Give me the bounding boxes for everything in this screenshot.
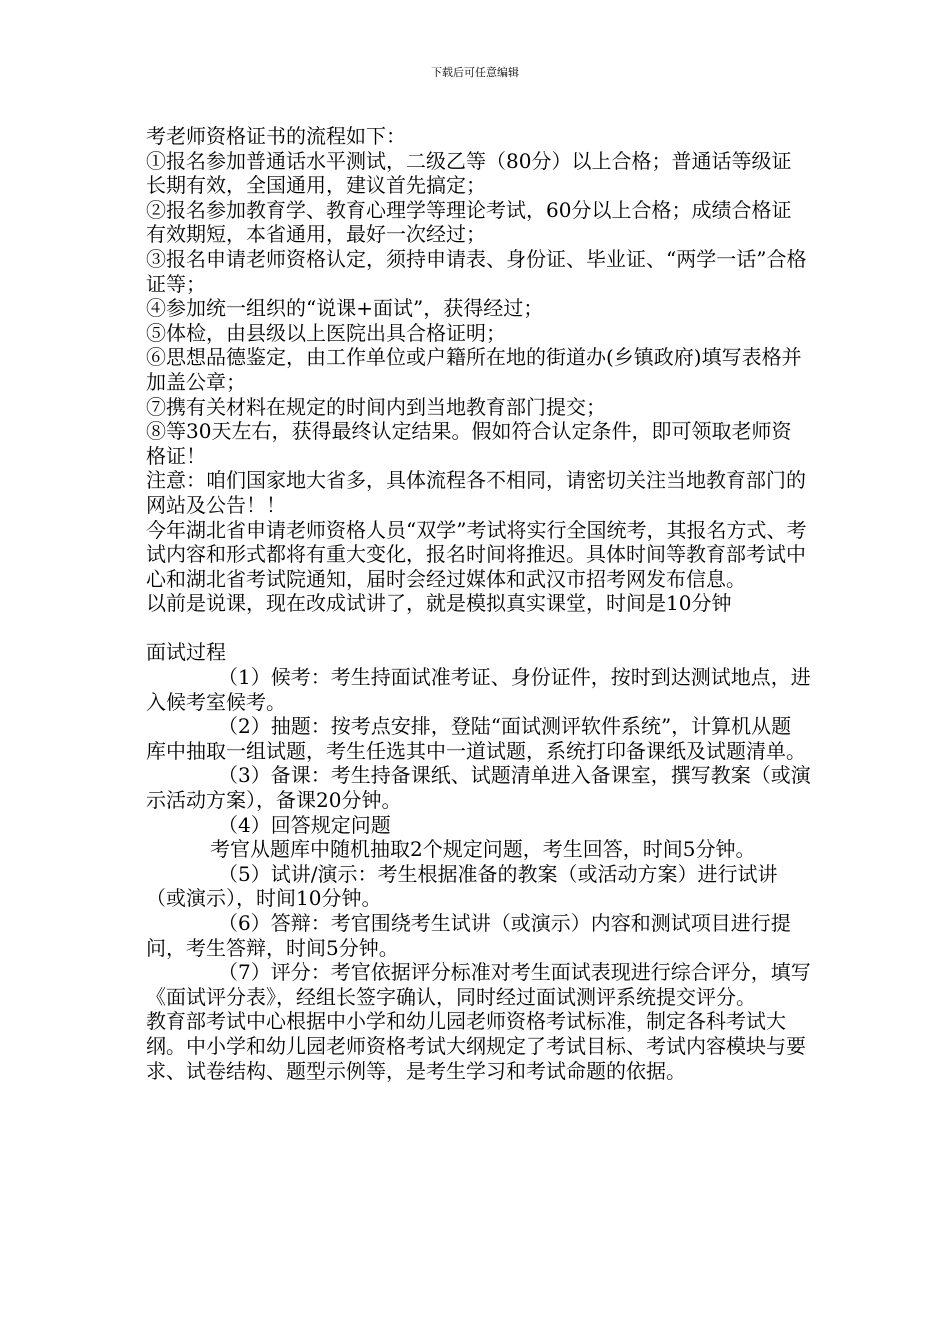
- step-4: ④参加统一组织的“说课+面试”，获得经过；: [146, 296, 544, 321]
- step-2: ②报名参加教育学、教育心理学等理论考试，60分以上合格；成绩合格证有效期短，本省通用，最好一次经过；: [146, 197, 792, 247]
- interview-step-6: （6）答辩：考官围绕考生试讲（或演示）内容和测试项目进行提问，考生答辩，时间5分钟。: [146, 911, 791, 960]
- interview-step-4: （4）回答规定问题: [218, 812, 391, 837]
- interview-step-3: （3）备课：考生持备课纸、试题清单进入备课室，撰写教案（或演示活动方案），备课20分钟。: [146, 763, 811, 813]
- hubei-paragraph: 今年湖北省申请老师资格人员“双学”考试将实行全国统考，其报名方式、考试内容和形式都将有重大变化，报名时间将推迟。具体时间等教育部考试中心和湖北省考试院通知，届时会经过媒体和武汉市招考网发布信息。: [146, 517, 807, 591]
- interview-title: 面试过程: [146, 640, 226, 665]
- step-7: ⑦携有关材料在规定的时间内到当地教育部门提交；: [146, 394, 606, 419]
- interview-step-5: （5）试讲/演示：考生根据准备的教案（或活动方案）进行试讲（或演示），时间10分钟。: [146, 861, 778, 911]
- step-8: ⑧等30天左右，获得最终认定结果。假如符合认定条件，即可领取老师资格证！: [146, 419, 792, 468]
- document-body: [146, 124, 811, 1083]
- interview-step-1: （1）候考：考生持面试准考证、身份证件，按时到达测试地点，进入候考室候考。: [146, 665, 811, 714]
- interview-step-2: （2）抽题：按考点安排，登陆“面试测评软件系统”，计算机从题库中抽取一组试题，考生任选其中一道试题，系统打印备课纸及试题清单。: [146, 714, 806, 763]
- step-6: ⑥思想品德鉴定，由工作单位或户籍所在地的街道办(乡镇政府)填写表格并加盖公章；: [146, 345, 802, 394]
- process-title: 考老师资格证书的流程如下：: [146, 124, 406, 148]
- step-5: ⑤体检，由县级以上医院出具合格证明；: [146, 320, 506, 345]
- page-header: 下载后可任意编辑: [431, 66, 519, 79]
- step-3: ③报名申请老师资格认定，须持申请表、身份证、毕业证、“两学一话”合格证等；: [146, 246, 807, 296]
- interview-step-7: （7）评分：考官依据评分标准对考生面试表现进行综合评分，填写《面试评分表》，经组长签字确认，同时经过面试测评系统提交评分。: [146, 960, 811, 1009]
- change-paragraph: 以前是说课，现在改成试讲了，就是模拟真实课堂，时间是10分钟: [146, 591, 732, 616]
- blank-line: [146, 616, 811, 641]
- interview-step-4-detail: 考官从题库中随机抽取2个规定问题，考生回答，时间5分钟。: [210, 837, 756, 862]
- step-1: ①报名参加普通话水平测试，二级乙等（80分）以上合格；普通话等级证长期有效，全国通用，建议首先搞定；: [146, 148, 792, 198]
- closing-paragraph: 教育部考试中心根据中小学和幼儿园老师资格考试标准，制定各科考试大纲。中小学和幼儿园老师资格考试大纲规定了考试目标、考试内容模块与要求、试卷结构、题型示例等，是考生学习和考试命题的依据。: [146, 1009, 806, 1083]
- note-paragraph: 注意：咱们国家地大省多，具体流程各不相同，请密切关注当地教育部门的网站及公告！！: [146, 468, 806, 517]
